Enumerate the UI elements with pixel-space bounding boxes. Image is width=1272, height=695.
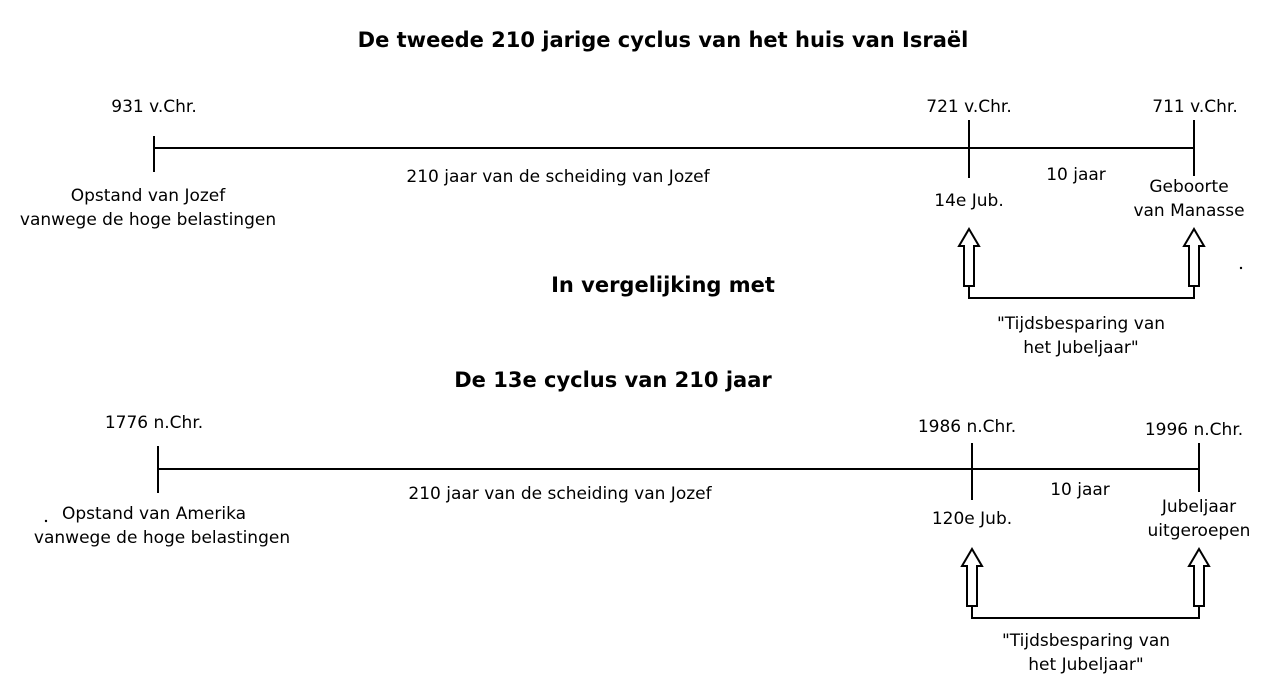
timeline-1-end-arrow — [1184, 229, 1204, 286]
diagram-title-2: De 13e cyclus van 210 jaar — [454, 368, 772, 392]
timeline-1-bracket-label-line2: het Jubeljaar" — [1023, 338, 1139, 358]
timeline-1-mid-event: 14e Jub. — [934, 191, 1004, 211]
timeline-1-end-event-line2: van Manasse — [1133, 201, 1245, 221]
timeline-1-mid-arrow — [959, 229, 979, 286]
timeline-2-end-arrow — [1189, 549, 1209, 606]
timeline-2-start-event-line2: vanwege de hoge belastingen — [33, 528, 291, 548]
timeline-1-mid-date: 721 v.Chr. — [926, 97, 1012, 117]
timeline-2-start-date: 1776 n.Chr. — [104, 413, 204, 433]
timeline-1-start-event-line2: vanwege de hoge belastingen — [19, 210, 277, 230]
timeline-1-start-date: 931 v.Chr. — [111, 97, 197, 117]
timeline-2-mid-event: 120e Jub. — [931, 509, 1013, 529]
timeline-1-start-event-line1: Opstand van Jozef — [70, 186, 226, 206]
timeline-1-span-label: 210 jaar van de scheiding van Jozef — [406, 167, 710, 187]
timeline-1-bracket-label-line1: "Tijdsbesparing van — [996, 314, 1166, 334]
timeline-2-gap-label: 10 jaar — [1050, 480, 1110, 500]
timeline-2-mid-arrow — [962, 549, 982, 606]
timeline-2-bracket-label-line1: "Tijdsbesparing van — [1001, 631, 1171, 651]
timeline-1-end-event-line1: Geboorte — [1149, 177, 1229, 197]
diagram-title-1: De tweede 210 jarige cyclus van het huis van Israël — [357, 28, 969, 52]
timeline-2-bracket-label-line2: het Jubeljaar" — [1028, 655, 1144, 675]
timeline-2-end-event-line1: Jubeljaar — [1161, 497, 1237, 517]
stray-dot — [1240, 267, 1242, 269]
timeline-2-mid-date: 1986 n.Chr. — [917, 417, 1017, 437]
timeline-2-start-event-line1: Opstand van Amerika — [61, 504, 247, 524]
timeline-1-gap-label: 10 jaar — [1046, 165, 1106, 185]
comparison-heading: In vergelijking met — [551, 273, 775, 297]
timeline-2-bracket — [972, 606, 1199, 618]
timeline-2-span-label: 210 jaar van de scheiding van Jozef — [408, 484, 712, 504]
timeline-1-end-date: 711 v.Chr. — [1152, 97, 1238, 117]
timeline-2-end-date: 1996 n.Chr. — [1144, 420, 1244, 440]
timeline-1-bracket — [969, 286, 1194, 298]
timeline-2-end-event-line2: uitgeroepen — [1147, 521, 1251, 541]
